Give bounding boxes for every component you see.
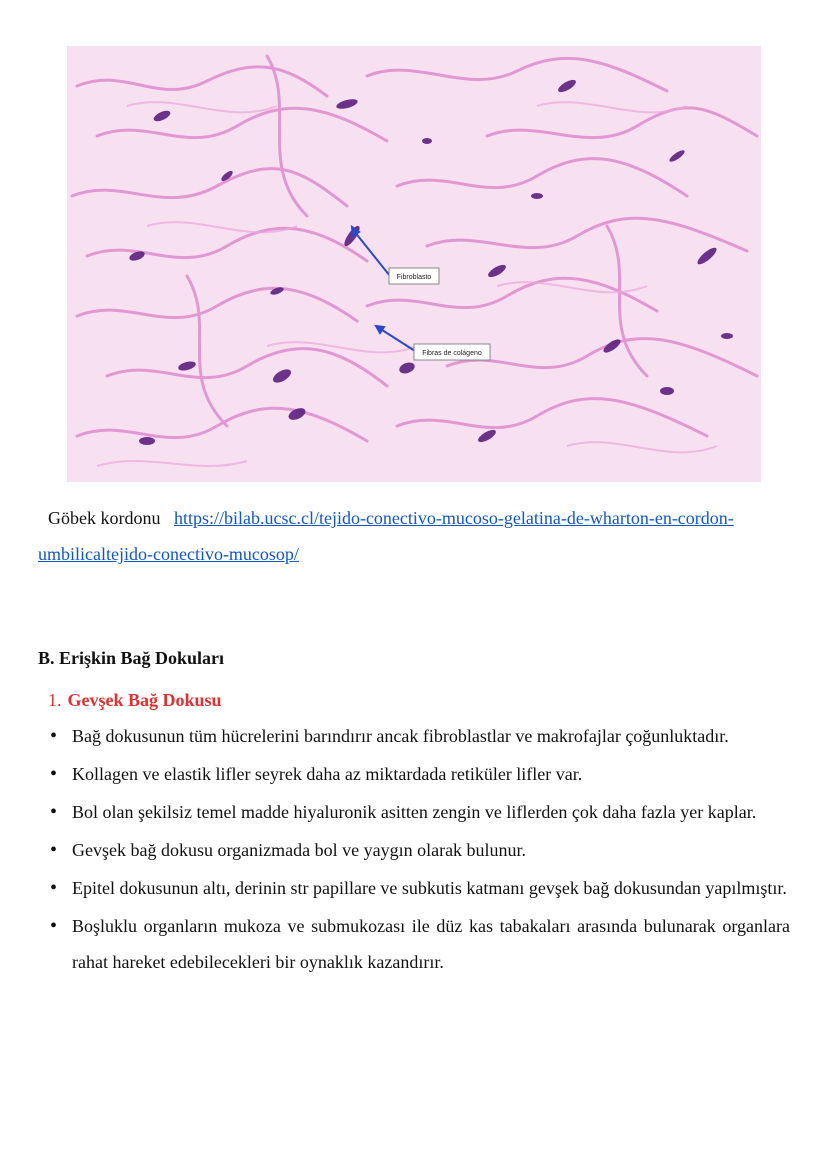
subsection-label: Gevşek Bağ Dokusu [67,690,222,710]
list-item: • Kollagen ve elastik lifler seyrek daha az miktardada retiküler lifler var. [38,756,790,792]
figure-caption [38,500,798,572]
collagen-label [414,344,490,360]
histology-image [67,46,761,482]
fibroblast-label [389,268,439,284]
bullet-list [38,718,790,982]
subsection-title [38,690,222,711]
micrograph [67,46,761,482]
list-item: • Epitel dokusunun altı, derinin str papillare ve subkutis katmanı gevşek bağ dokusundan yapılmıştır. [38,870,790,906]
list-item: • Bol olan şekilsiz temel madde hiyaluronik asitten zengin ve liflerden çok daha fazla yer kaplar. [38,794,790,830]
svg-text:Fibroblasto: Fibroblasto [396,274,432,281]
subsection-number: 1. [48,690,62,710]
list-item: • Boşluklu organların mukoza ve submukozası ile düz kas tabakaları arasında bulunarak organlara rahat hareket edebilecekleri bir oynaklık kazandırır. [38,908,790,980]
source-link[interactable]: https://bilab.ucsc.cl/tejido-conectivo-mucoso-gelatina-de-wharton-en-cordon-umbilicaltejido-conectivo-mucosop/ [38,508,734,564]
svg-text:Fibras de colágeno: Fibras de colágeno [422,350,482,357]
caption-text: Göbek kordonu [48,508,161,528]
list-item: • Gevşek bağ dokusu organizmada bol ve yaygın olarak bulunur. [38,832,790,868]
section-title: B. Erişkin Bağ Dokuları [38,648,225,668]
list-item: • Bağ dokusunun tüm hücrelerini barındırır ancak fibroblastlar ve makrofajlar çoğunluktadır. [38,718,790,754]
